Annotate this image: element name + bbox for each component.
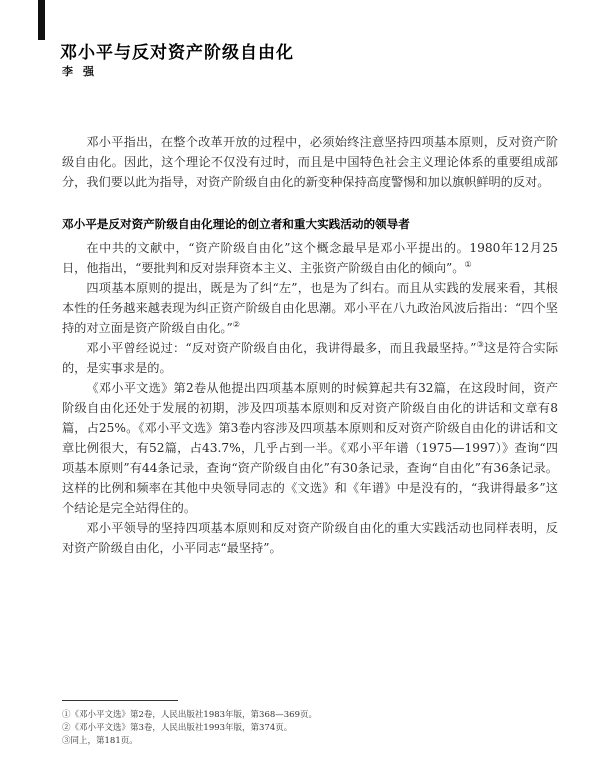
paragraph-text: 在中共的文献中，“资产阶级自由化”这个概念最早是邓小平提出的。1980年12月25日，他指出，“要批判和反对崇拜资本主义、主张资产阶级自由化的倾向”。 — [62, 241, 558, 275]
footnotes — [62, 709, 317, 748]
corner-mark — [38, 0, 45, 40]
article-author: 李强 — [62, 65, 104, 78]
footnote-divider — [62, 700, 178, 701]
footnote-1: ①《邓小平文选》第2卷，人民出版社1983年版，第368—369页。 — [62, 710, 317, 720]
body-paragraph-1 — [62, 238, 558, 278]
footnote-ref-2: ② — [232, 319, 240, 329]
footnote-3: ③同上，第181页。 — [62, 736, 138, 746]
paragraph-text: 邓小平曾经说过：“反对资产阶级自由化，我讲得最多，而且我最坚持。” — [86, 341, 477, 355]
article-body — [62, 132, 558, 558]
body-paragraph-4: 《邓小平文选》第2卷从他提出四项基本原则的时候算起共有32篇，在这段时间，资产阶级自由化还处于发展的初期，涉及四项基本原则和反对资产阶级自由化的讲话和文章有8篇，占25%。《邓小平文选》第3卷内容涉及四项基本原则和反对资产阶级自由化的讲话和文章比例很大，有52篇，占43.7%，几乎占到一半。《邓小平年谱（1975—1997）》查询“四项基本原则”有44条记录，查询“资产阶级自由化”有30条记录，查询“自由化”有36条记录。这样的比例和频率在其他中央领导同志的《文选》和《年谱》中是没有的，“我讲得最多”这个结论是完全站得住的。 — [62, 381, 558, 515]
article-title: 邓小平与反对资产阶级自由化 — [60, 43, 294, 63]
body-paragraph-2 — [62, 278, 558, 338]
footnote-2: ②《邓小平文选》第3卷，人民出版社1993年版，第374页。 — [62, 723, 293, 733]
intro-paragraph: 邓小平指出，在整个改革开放的过程中，必须始终注意坚持四项基本原则，反对资产阶级自由化。因此，这个理论不仅没有过时，而且是中国特色社会主义理论体系的重要组成部分，我们要以此为指导，对资产阶级自由化的新变种保持高度警惕和加以旗帜鲜明的反对。 — [62, 135, 558, 189]
body-paragraph-3 — [62, 338, 558, 378]
paragraph-text: 四项基本原则的提出，既是为了纠“左”，也是为了纠右。而且从实践的发展来看，其根本性的任务越来越表现为纠正资产阶级自由化思潮。邓小平在八九政治风波后指出：“四个坚持的对立面是资产阶级自由化。” — [62, 281, 558, 335]
footnote-ref-1: ① — [464, 259, 472, 269]
body-paragraph-5: 邓小平领导的坚持四项基本原则和反对资产阶级自由化的重大实践活动也同样表明，反对资产阶级自由化，小平同志“最坚持”。 — [62, 521, 558, 555]
footnote-ref-3: ③ — [476, 339, 484, 349]
section-heading: 邓小平是反对资产阶级自由化理论的创立者和重大实践活动的领导者 — [62, 217, 410, 231]
paragraph-text-tail: 这是符合实际的，是实事求是的。 — [62, 341, 559, 375]
